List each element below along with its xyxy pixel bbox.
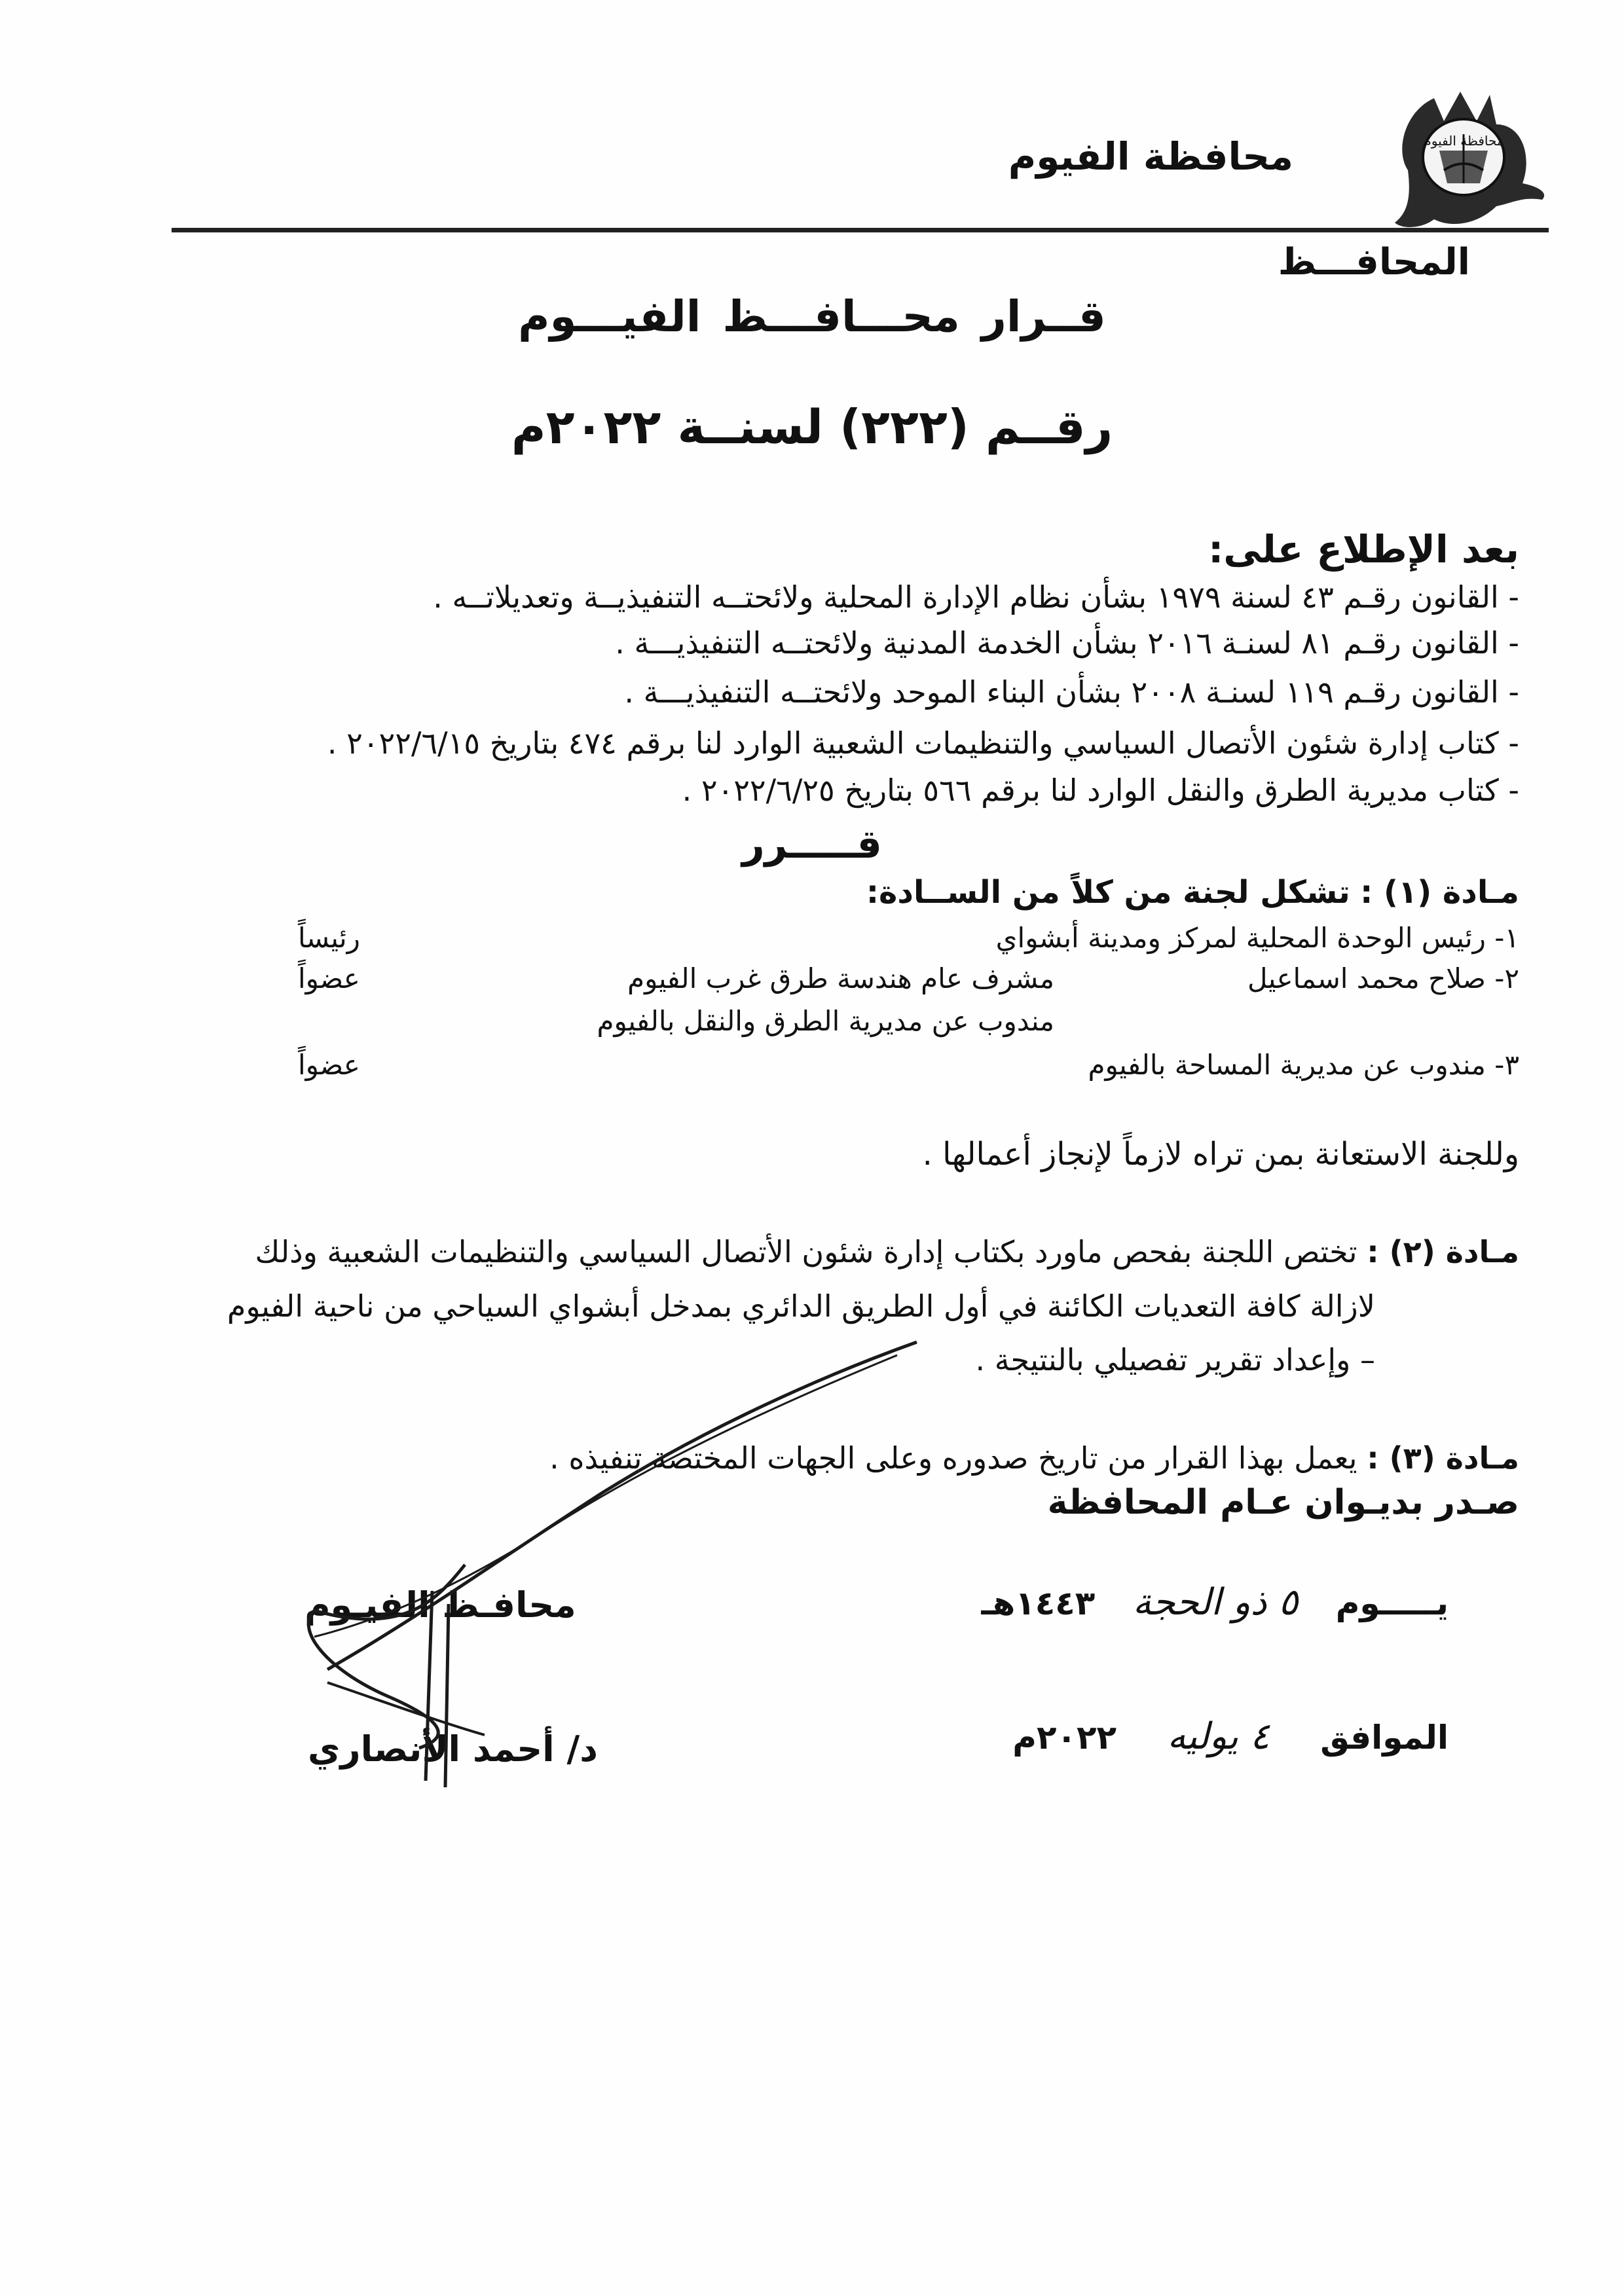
hijri-year: ١٤٤٣هـ bbox=[981, 1584, 1096, 1622]
article-1-text: تشكل لجنة من كلاً من الســادة: bbox=[866, 874, 1350, 911]
decided-heading: قـــــرر bbox=[742, 822, 882, 867]
header-divider bbox=[172, 228, 1549, 232]
greg-handwritten: ٤ يوليه bbox=[1167, 1715, 1270, 1758]
preamble-item: - كتاب مديرية الطرق والنقل الوارد لنا برقم ٥٦٦ بتاريخ ٢٠٢٢/٦/٢٥ . bbox=[682, 773, 1519, 808]
hijri-handwritten: ٥ ذو الحجة bbox=[1132, 1581, 1299, 1624]
greg-prefix: الموافق bbox=[1320, 1719, 1449, 1757]
governorate-name: محافظة الفيوم bbox=[1008, 134, 1293, 179]
governorate-emblem bbox=[1382, 72, 1552, 236]
member-3-name: ٣- مندوب عن مديرية المساحة بالفيوم bbox=[1088, 1049, 1519, 1081]
article-3-label: مـادة (٣) : bbox=[1367, 1440, 1519, 1476]
article-1-label: مـادة (١) : bbox=[1360, 874, 1519, 911]
svg-text:محافظة الفيوم: محافظة الفيوم bbox=[1423, 133, 1504, 149]
member-2-name: ٢- صلاح محمد اسماعيل bbox=[1247, 962, 1519, 994]
decree-title: قــرار محـــافـــظ الفيـــوم bbox=[518, 291, 1106, 342]
article-2-label: مـادة (٢) : bbox=[1367, 1234, 1519, 1269]
greg-year: ٢٠٢٢م bbox=[1012, 1719, 1117, 1757]
gregorian-date bbox=[1012, 1715, 1449, 1758]
signatory-title: محافـظ الفيـوم bbox=[304, 1584, 576, 1626]
hijri-date bbox=[981, 1581, 1449, 1624]
preamble-item: - القانون رقـم ٨١ لسنـة ٢٠١٦ بشأن الخدمة المدنية ولائحتــه التنفيذيـــة . bbox=[615, 625, 1519, 661]
member-3-role: عضواً bbox=[298, 1049, 360, 1081]
signature-mark bbox=[288, 1329, 995, 1807]
article-2 bbox=[255, 1234, 1519, 1269]
member-1-name: ١- رئيس الوحدة المحلية لمركز ومدينة أبشواي bbox=[995, 922, 1519, 954]
issued-line: صـدر بديـوان عـام المحافظة bbox=[1047, 1483, 1519, 1522]
preamble-heading: بعد الإطلاع على: bbox=[1208, 527, 1519, 572]
signatory-name: د/ أحمد الأنصاري bbox=[308, 1728, 598, 1770]
member-2-position: مشرف عام هندسة طرق غرب الفيوم bbox=[627, 962, 1054, 994]
preamble-item: - القانون رقـم ١١٩ لسنـة ٢٠٠٨ بشأن البناء الموحد ولائحتــه التنفيذيـــة . bbox=[624, 674, 1519, 710]
hijri-prefix: يـــــوم bbox=[1335, 1584, 1449, 1622]
member-2-role: عضواً bbox=[298, 962, 360, 994]
article-1 bbox=[866, 874, 1519, 911]
committee-assistance: وللجنة الاستعانة بمن تراه لازماً لإنجاز أعمالها . bbox=[922, 1136, 1519, 1173]
member-2-representation: مندوب عن مديرية الطرق والنقل بالفيوم bbox=[597, 1005, 1054, 1037]
emblem-icon bbox=[1382, 72, 1552, 236]
preamble-item: - القانون رقـم ٤٣ لسنة ١٩٧٩ بشأن نظام الإدارة المحلية ولائحتــه التنفيذيــة وتعديلاتــه . bbox=[433, 579, 1519, 615]
decree-number: رقــم (٢٢٢) لسنــة ٢٠٢٢م bbox=[511, 399, 1113, 454]
member-1-role: رئيساً bbox=[298, 922, 360, 954]
article-2-line-2: لازالة كافة التعديات الكائنة في أول الطريق الدائري بمدخل أبشواي السياحي من ناحية الفيوم bbox=[227, 1288, 1375, 1324]
article-2-line-1: تختص اللجنة بفحص ماورد بكتاب إدارة شئون الأتصال السياسي والتنظيمات الشعبية وذلك bbox=[255, 1234, 1357, 1269]
article-3-text: يعمل بهذا القرار من تاريخ صدوره وعلى الجهات المختصة تنفيذه . bbox=[549, 1440, 1357, 1476]
office-title: المحافـــظ bbox=[1278, 241, 1470, 283]
preamble-item: - كتاب إدارة شئون الأتصال السياسي والتنظيمات الشعبية الوارد لنا برقم ٤٧٤ بتاريخ ٢٠٢٢/٦/١٥ . bbox=[327, 725, 1519, 761]
article-2-line-3: – وإعداد تقرير تفصيلي بالنتيجة . bbox=[975, 1342, 1375, 1377]
